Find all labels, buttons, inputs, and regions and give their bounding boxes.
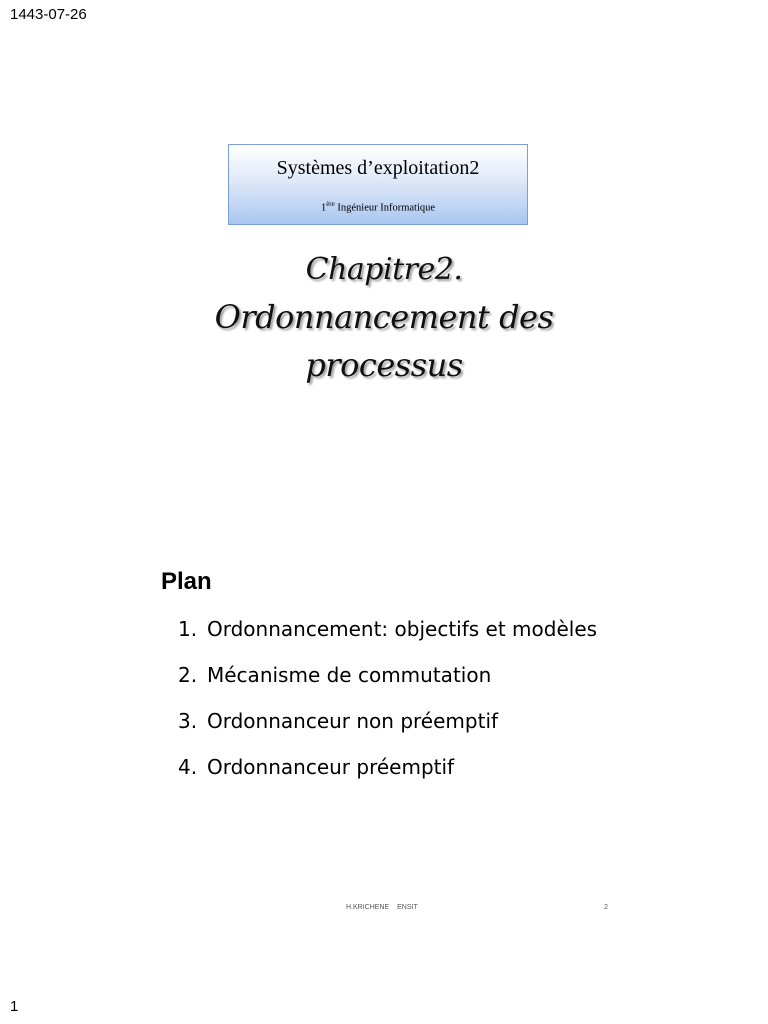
chapter-title-line1: Ordonnancement des [214,298,554,336]
plan-item [178,663,597,709]
slide-footer-author: H.KRICHENE ENSIT [346,904,418,911]
plan-item-number: 1. [178,617,198,641]
course-level-number: 1 [320,202,327,214]
plan-item-text: Ordonnancement: objectifs et modèles [207,617,598,641]
page-date: 1443-07-26 [10,6,87,23]
slide-footer-number: 2 [604,904,608,911]
plan-list [178,617,597,801]
course-level-text: Ingénieur Informatique [334,202,436,214]
plan-item-text: Ordonnanceur non préemptif [207,709,499,733]
course-title-box [228,144,528,225]
chapter-label: Chapitre2. [305,252,463,287]
plan-item [178,709,597,755]
plan-heading: Plan [161,568,212,595]
course-level [229,200,527,214]
plan-item-number: 4. [178,755,198,779]
course-title: Systèmes d’exploitation2 [276,157,480,179]
plan-item [178,617,597,663]
chapter-title-line2: processus [305,346,463,384]
plan-item-text: Ordonnanceur préemptif [207,755,455,779]
plan-item-number: 3. [178,709,198,733]
plan-item [178,755,597,801]
plan-item-text: Mécanisme de commutation [207,663,492,687]
plan-item-number: 2. [178,663,198,687]
course-level-suffix: ère [326,200,335,208]
page-number: 1 [10,998,19,1015]
